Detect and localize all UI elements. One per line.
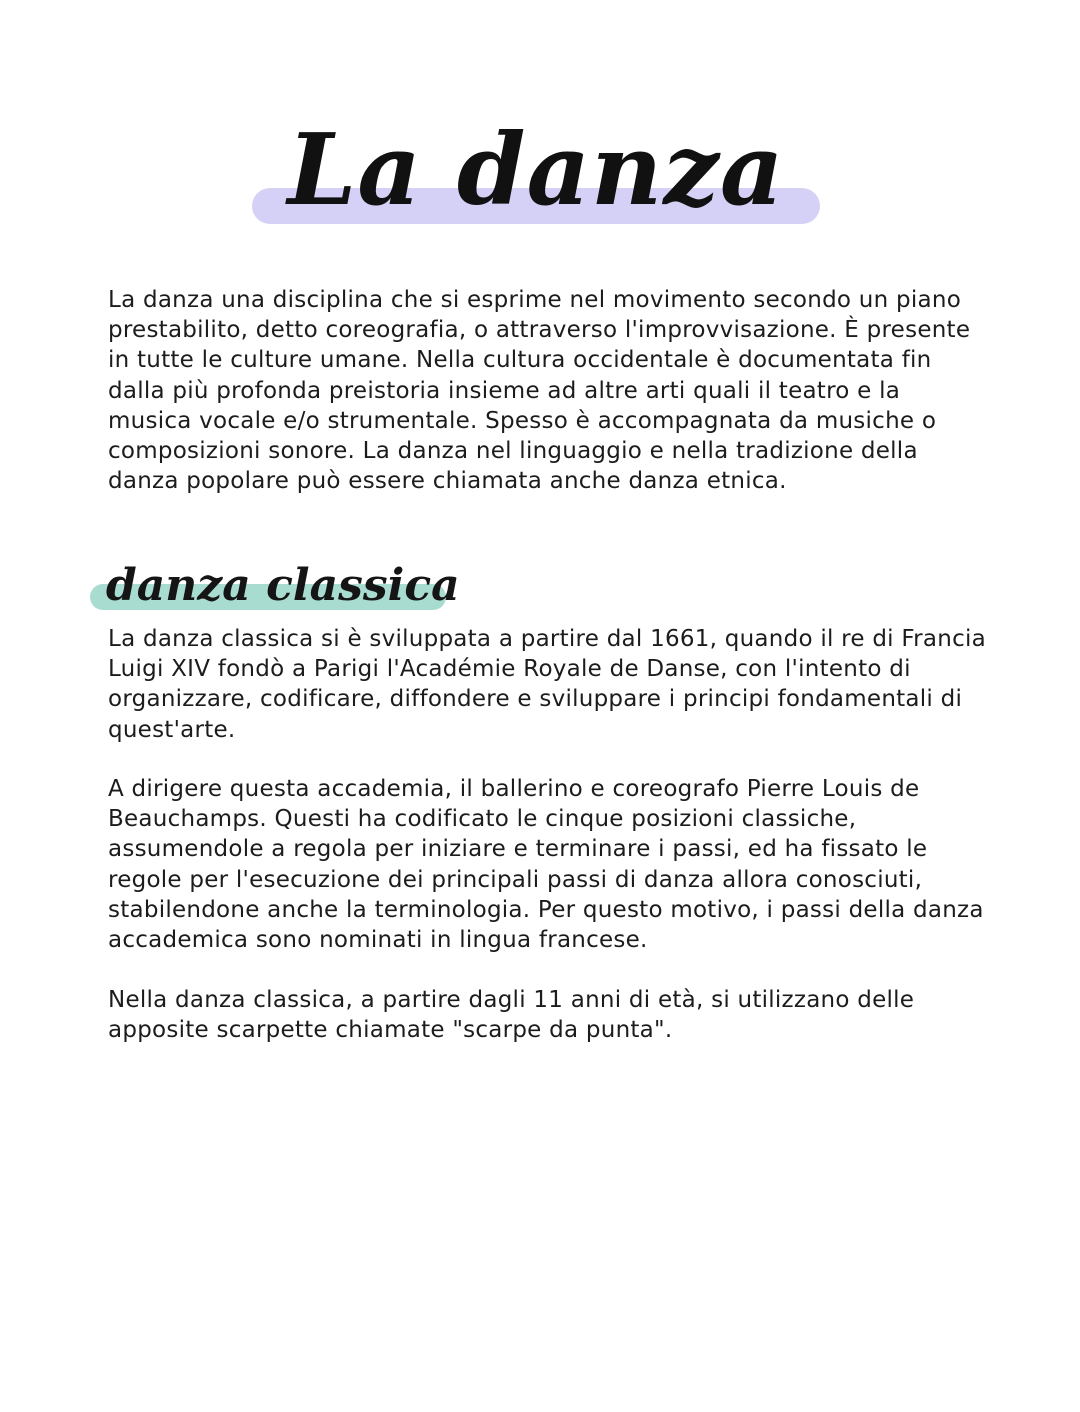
intro-paragraph: La danza una disciplina che si esprime nel movimento secondo un piano prestabilito, detto coreografia, o attraverso l'improvvisazione. È presente in tutte le culture umane. Nella cultura occidentale è documentata fin dalla più profonda preistoria insieme ad altre arti quali il teatro e la musica vocale e/o strumentale. Spesso è accompagnata da musiche o composizioni sonore. La danza nel linguaggio e nella tradizione della danza popolare può essere chiamata anche danza etnica. <box>108 287 971 495</box>
section-paragraph: A dirigere questa accademia, il ballerino e coreografo Pierre Louis de Beauchamps. Questi ha codificato le cinque posizioni classiche, assumendole a regola per iniziare e terminare i passi, ed ha fissato le regole per l'esecuzione dei principali passi di danza allora conosciuti, stabilendone anche la terminologia. Per questo motivo, i passi della danza accademica sono nominati in lingua francese. <box>108 776 984 954</box>
section-paragraph: La danza classica si è sviluppata a partire dal 1661, quando il re di Francia Luigi XIV fondò a Parigi l'Académie Royale de Danse, con l'intento di organizzare, codificare, diffondere e sviluppare i principi fondamentali di quest'arte. <box>108 626 986 743</box>
section-paragraph: Nella danza classica, a partire dagli 11 anni di età, si utilizzano delle apposite scarpette chiamate "scarpe da punta". <box>108 987 915 1044</box>
section-heading: danza classica <box>106 560 460 611</box>
page-title-block <box>250 112 822 252</box>
page-title: La danza <box>287 113 785 228</box>
section-heading-block <box>88 558 458 624</box>
